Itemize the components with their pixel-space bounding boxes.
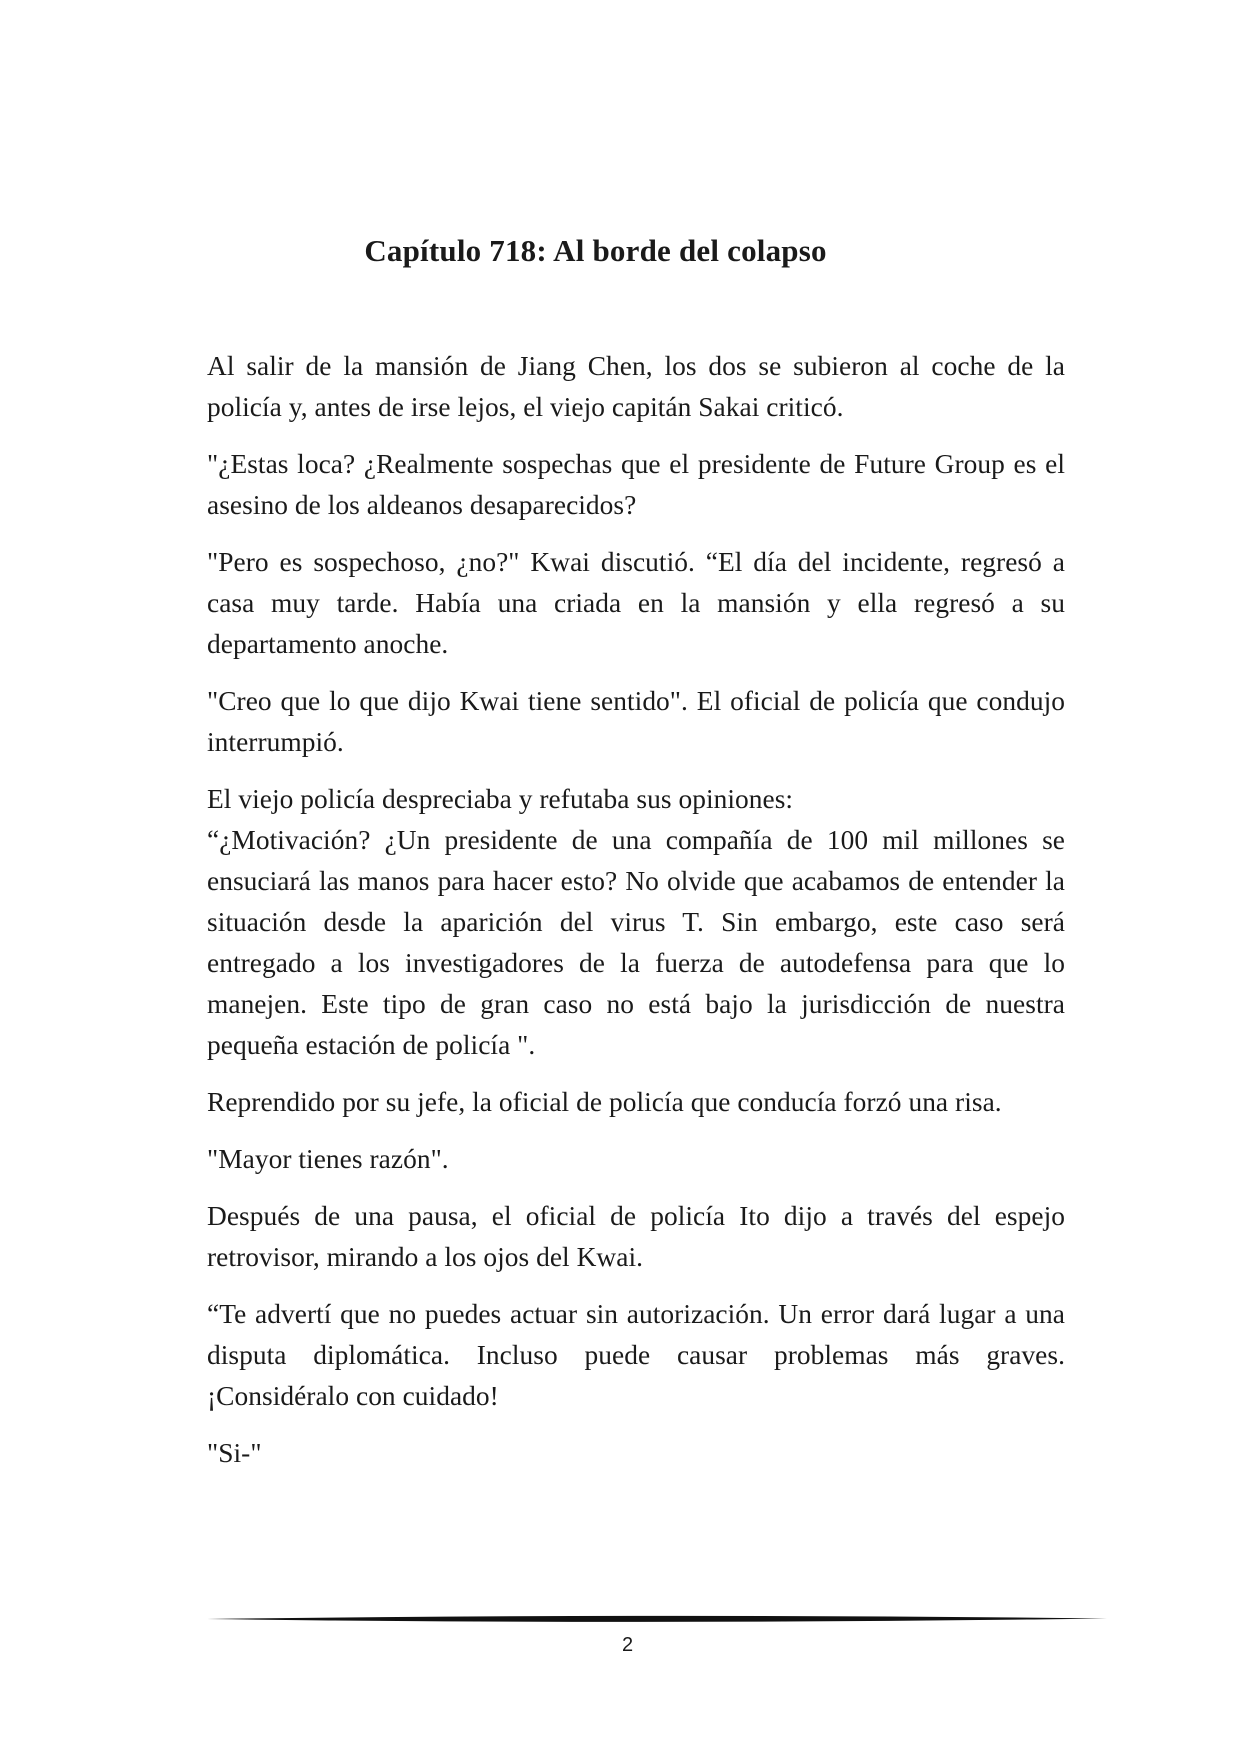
paragraph: “¿Motivación? ¿Un presidente de una compañía de 100 mil millones se ensuciará las manos para hacer esto? No olvide que acabamos de entender la situación desde la aparición del virus T. Sin embargo, este caso será entregado a los investigadores de la fuerza de autodefensa para que lo manejen. Este tipo de gran caso no está bajo la jurisdicción de nuestra pequeña estación de policía ".	[207, 825, 1065, 1060]
paragraph: Al salir de la mansión de Jiang Chen, los dos se subieron al coche de la policía y, antes de irse lejos, el viejo capitán Sakai criticó.	[207, 351, 1065, 422]
paragraph: Reprendido por su jefe, la oficial de policía que conducía forzó una risa.	[207, 1087, 1002, 1117]
paragraph: Después de una pausa, el oficial de policía Ito dijo a través del espejo retrovisor, mirando a los ojos del Kwai.	[207, 1201, 1065, 1272]
paragraph: "Si-"	[207, 1438, 262, 1468]
chapter-body	[207, 346, 1065, 1490]
paragraph: “Te advertí que no puedes actuar sin autorización. Un error dará lugar a una disputa diplomática. Incluso puede causar problemas más graves. ¡Considéralo con cuidado!	[207, 1299, 1065, 1411]
paragraph: "Mayor tienes razón".	[207, 1144, 449, 1174]
chapter-title	[0, 233, 1241, 269]
paragraph: El viejo policía despreciaba y refutaba sus opiniones:	[207, 784, 794, 814]
paragraph: "Pero es sospechoso, ¿no?" Kwai discutió. “El día del incidente, regresó a casa muy tarde. Había una criada en la mansión y ella regresó a su departamento anoche.	[207, 547, 1065, 659]
footer-divider	[207, 1613, 1107, 1625]
paragraph: "¿Estas loca? ¿Realmente sospechas que el presidente de Future Group es el asesino de los aldeanos desaparecidos?	[207, 449, 1065, 520]
paragraph: "Creo que lo que dijo Kwai tiene sentido". El oficial de policía que condujo interrumpió.	[207, 686, 1065, 757]
page-number: 2	[621, 1634, 634, 1656]
chapter-title-text: Capítulo 718: Al borde del colapso	[364, 233, 827, 268]
